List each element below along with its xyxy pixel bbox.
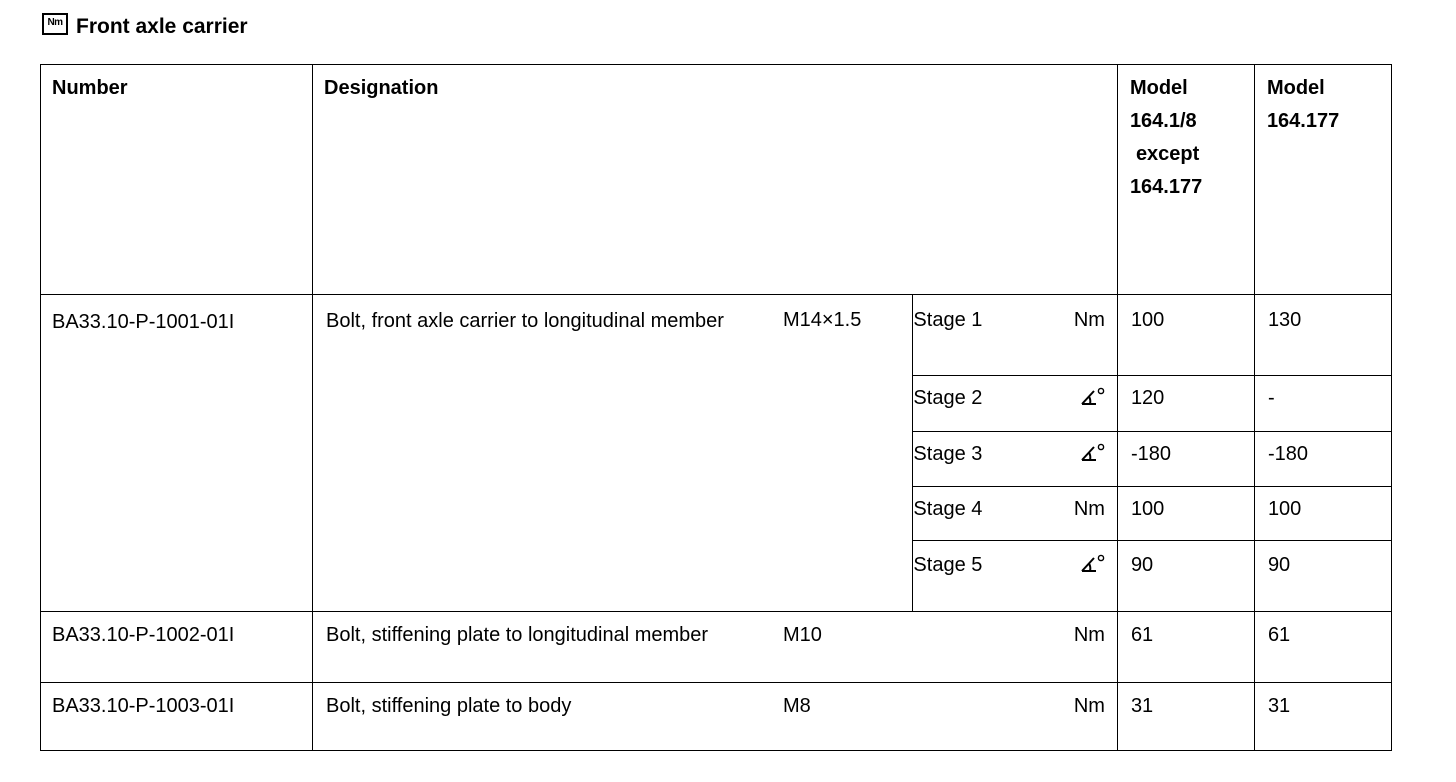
model-a-value: 90: [1117, 541, 1254, 612]
page-title: Front axle carrier: [76, 15, 248, 38]
row-thread: M14×1.5: [783, 295, 913, 612]
row-number: BA33.10-P-1003-01I: [41, 683, 313, 751]
model-b-value: 31: [1254, 683, 1391, 751]
row-number: BA33.10-P-1001-01I: [41, 295, 313, 612]
table-row: [41, 612, 1392, 683]
row-number: BA33.10-P-1002-01I: [41, 612, 313, 683]
row-thread: M10: [783, 612, 913, 683]
row-designation: Bolt, stiffening plate to longitudinal member: [313, 612, 783, 683]
stage-label: Stage 1: [913, 295, 1037, 376]
stage-unit: Nm: [1037, 295, 1118, 376]
model-a-value: 120: [1117, 376, 1254, 432]
col-header-number: Number: [41, 65, 313, 295]
col-header-model-a: Model 164.1/8 except 164.177: [1117, 65, 1254, 295]
row-thread: M8: [783, 683, 913, 751]
model-a-value: 31: [1117, 683, 1254, 751]
stage-label: Stage 4: [913, 487, 1037, 541]
col-header-model-b: Model 164.177: [1254, 65, 1391, 295]
stage-unit: Nm: [1037, 612, 1118, 683]
model-a-value: 100: [1117, 487, 1254, 541]
stage-unit: Nm: [1037, 683, 1118, 751]
row-designation: Bolt, stiffening plate to body: [313, 683, 783, 751]
stage-label: [913, 612, 1037, 683]
model-b-value: 100: [1254, 487, 1391, 541]
stage-label: Stage 2: [913, 376, 1037, 432]
stage-label: [913, 683, 1037, 751]
stage-unit: [1037, 541, 1118, 612]
angle-icon: [1079, 554, 1105, 576]
model-b-value: -: [1254, 376, 1391, 432]
stage-label: Stage 5: [913, 541, 1037, 612]
table-header-row: [41, 65, 1392, 295]
model-b-value: 90: [1254, 541, 1391, 612]
row-designation: Bolt, front axle carrier to longitudinal member: [313, 295, 783, 612]
model-a-value: 100: [1117, 295, 1254, 376]
page-header: [42, 12, 248, 42]
model-a-value: -180: [1117, 432, 1254, 487]
stage-unit: Nm: [1037, 487, 1118, 541]
model-a-value: 61: [1117, 612, 1254, 683]
stage-label: Stage 3: [913, 432, 1037, 487]
angle-icon: [1079, 387, 1105, 409]
model-b-value: -180: [1254, 432, 1391, 487]
table-row: [41, 295, 1392, 376]
angle-icon: [1079, 443, 1105, 465]
stage-unit: [1037, 432, 1118, 487]
torque-nm-icon: Nm: [42, 13, 68, 35]
stage-unit: [1037, 376, 1118, 432]
model-b-value: 61: [1254, 612, 1391, 683]
table-row: [41, 683, 1392, 751]
model-b-value: 130: [1254, 295, 1391, 376]
torque-spec-table: [40, 64, 1392, 751]
col-header-designation: Designation: [313, 65, 1118, 295]
